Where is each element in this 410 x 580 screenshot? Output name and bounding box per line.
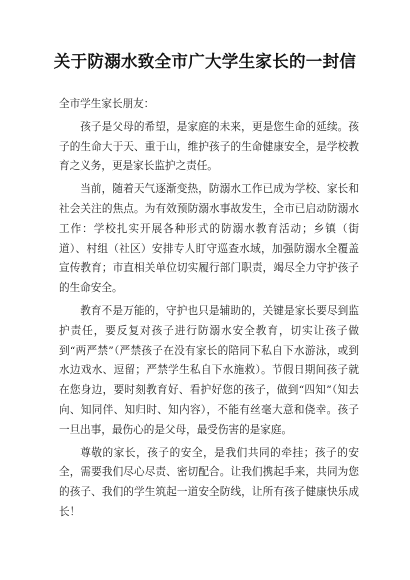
paragraph: 教育不是万能的，守护也只是辅助的，关键是家长要尽到监护责任，要反复对孩子进行防溺水安全教育，切实让孩子做到“两严禁”（严禁孩子在没有家长的陪同下私自下水游泳，或到水边戏水、逗留；严禁学生私自下水施救）。节假日期间孩子就在您身边，要时刻教育好、看护好您的孩子，做到“四知”（知去向、知同伴、知归时、知内容），不能有丝毫大意和侥幸。孩子一旦出事，最伤心的是父母，最受伤害的是家庭。 <box>59 304 359 436</box>
paragraph: 当前，随着天气逐渐变热，防溺水工作已成为学校、家长和社会关注的焦点。为有效预防溺水事故发生，全市已启动防溺水工作：学校扎实开展各种形式的防溺水教育活动；乡镇（街道）、村组（社区）安排专人盯守巡查水域，加强防溺水全覆盖宣传教育；市直相关单位切实履行部门职责，竭尽全力守护孩子的生命安全。 <box>59 183 359 295</box>
paragraph: 尊敬的家长，孩子的安全，是我们共同的牵挂；孩子的安全，需要我们尽心尽责、密切配合。让我们携起手来，共同为您的孩子、我们的学生筑起一道安全防线，让所有孩子健康快乐成长！ <box>59 446 359 518</box>
document-title: 关于防溺水致全市广大学生家长的一封信 <box>53 52 357 71</box>
letter-body <box>59 95 359 526</box>
salutation: 全市学生家长朋友： <box>59 98 155 110</box>
paragraph: 孩子是父母的希望，是家庭的未来，更是您生命的延续。孩子的生命大于天、重于山，维护孩子的生命健康安全，是学校教育之义务，更是家长监护之责任。 <box>59 120 359 173</box>
